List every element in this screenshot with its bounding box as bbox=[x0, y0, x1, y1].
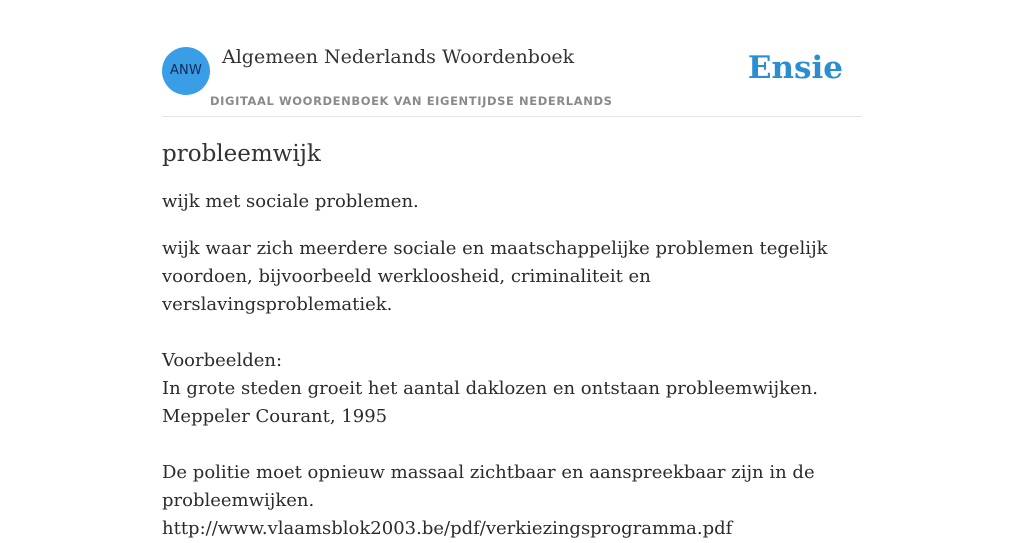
entry-content bbox=[162, 138, 862, 543]
site-title[interactable]: Algemeen Nederlands Woordenboek bbox=[222, 46, 575, 68]
examples-section bbox=[162, 347, 862, 543]
example-spacer bbox=[162, 431, 862, 459]
ensie-logo[interactable]: Ensie bbox=[747, 50, 843, 86]
example-source-link[interactable]: http://www.vlaamsblok2003.be/pdf/verkiezingsprogramma.pdf bbox=[162, 518, 733, 539]
short-definition: wijk met sociale problemen. bbox=[162, 191, 419, 212]
example-text: In grote steden groeit het aantal daklozen en ontstaan probleemwijken. bbox=[162, 378, 818, 399]
example-source: Meppeler Courant, 1995 bbox=[162, 406, 388, 427]
examples-label: Voorbeelden: bbox=[162, 350, 283, 371]
long-definition: wijk waar zich meerdere sociale en maatschappelijke problemen tegelijk voordoen, bijvoorbeeld werkloosheid, criminaliteit en verslavingsproblematiek. bbox=[162, 238, 828, 315]
site-subtitle: DIGITAAL WOORDENBOEK VAN EIGENTIJDSE NEDERLANDS bbox=[210, 94, 613, 108]
anw-logo[interactable]: ANW bbox=[162, 47, 210, 95]
headword: probleemwijk bbox=[162, 141, 321, 167]
example-text: De politie moet opnieuw massaal zichtbaar en aanspreekbaar zijn in de probleemwijken. bbox=[162, 462, 815, 511]
site-header bbox=[162, 44, 862, 117]
